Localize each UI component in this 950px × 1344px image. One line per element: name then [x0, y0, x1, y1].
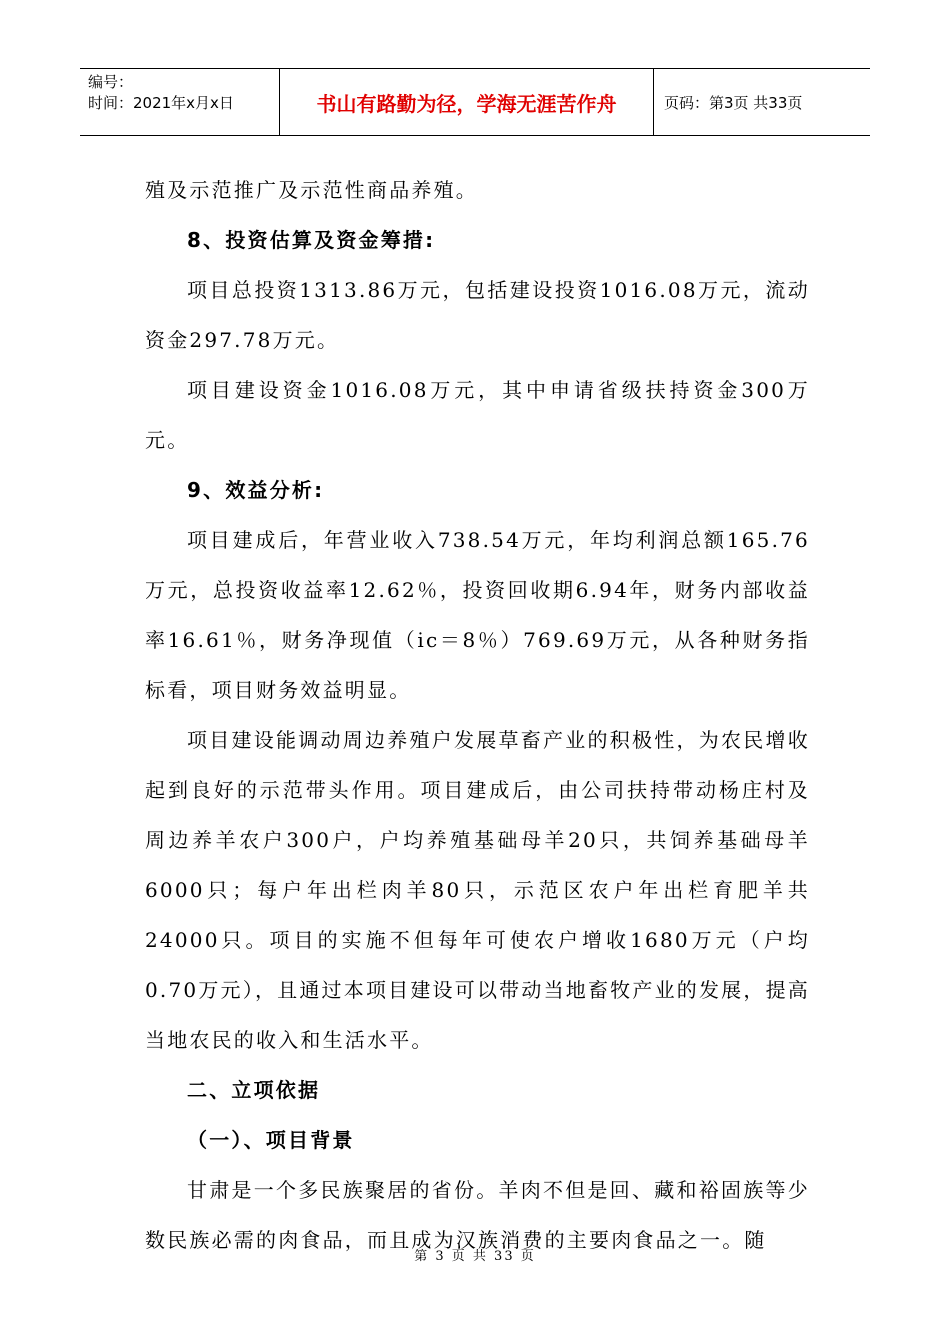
header-motto: 书山有路勤为径，学海无涯苦作舟	[280, 69, 654, 135]
document-date: 时间：2021年x月x日	[88, 94, 234, 112]
document-code-label: 编号：	[88, 73, 134, 91]
paragraph: 殖及示范推广及示范性商品养殖。	[145, 178, 478, 202]
document-body	[145, 165, 810, 1265]
paragraph: 甘肃是一个多民族聚居的省份。羊肉不但是回、藏和裕固族等少数民族必需的肉食品，而且成为汉族消费的主要肉食品之一。随	[145, 1178, 810, 1252]
paragraph: 项目建设资金1016.08万元，其中申请省级扶持资金300万元。	[145, 378, 810, 452]
header-meta	[80, 69, 280, 135]
header-page-info: 页码：第3页 共33页	[664, 93, 803, 112]
paragraph: 项目总投资1313.86万元，包括建设投资1016.08万元，流动资金297.78万元。	[145, 278, 810, 352]
section-heading: 8、投资估算及资金筹措:	[187, 228, 436, 252]
subsection-heading: （一）、项目背景	[187, 1128, 355, 1152]
page-footer: 第 3 页 共 33 页	[414, 1249, 536, 1264]
page-header	[80, 68, 870, 136]
section-heading: 二、立项依据	[187, 1078, 321, 1102]
paragraph: 项目建设能调动周边养殖户发展草畜产业的积极性，为农民增收起到良好的示范带头作用。项目建成后，由公司扶持带动杨庄村及周边养羊农户300户，户均养殖基础母羊20只，共饲养基础母羊6000只；每户年出栏肉羊80只，示范区农户年出栏育肥羊共24000只。项目的实施不但每年可使农户增收1680万元（户均0.70万元），且通过本项目建设可以带动当地畜牧产业的发展，提高当地农民的收入和生活水平。	[145, 728, 810, 1052]
paragraph: 项目建成后，年营业收入738.54万元，年均利润总额165.76万元，总投资收益率12.62％，投资回收期6.94年，财务内部收益率16.61％，财务净现值（ic＝8％）769.69万元，从各种财务指标看，项目财务效益明显。	[145, 528, 810, 702]
section-heading: 9、效益分析:	[187, 478, 325, 502]
